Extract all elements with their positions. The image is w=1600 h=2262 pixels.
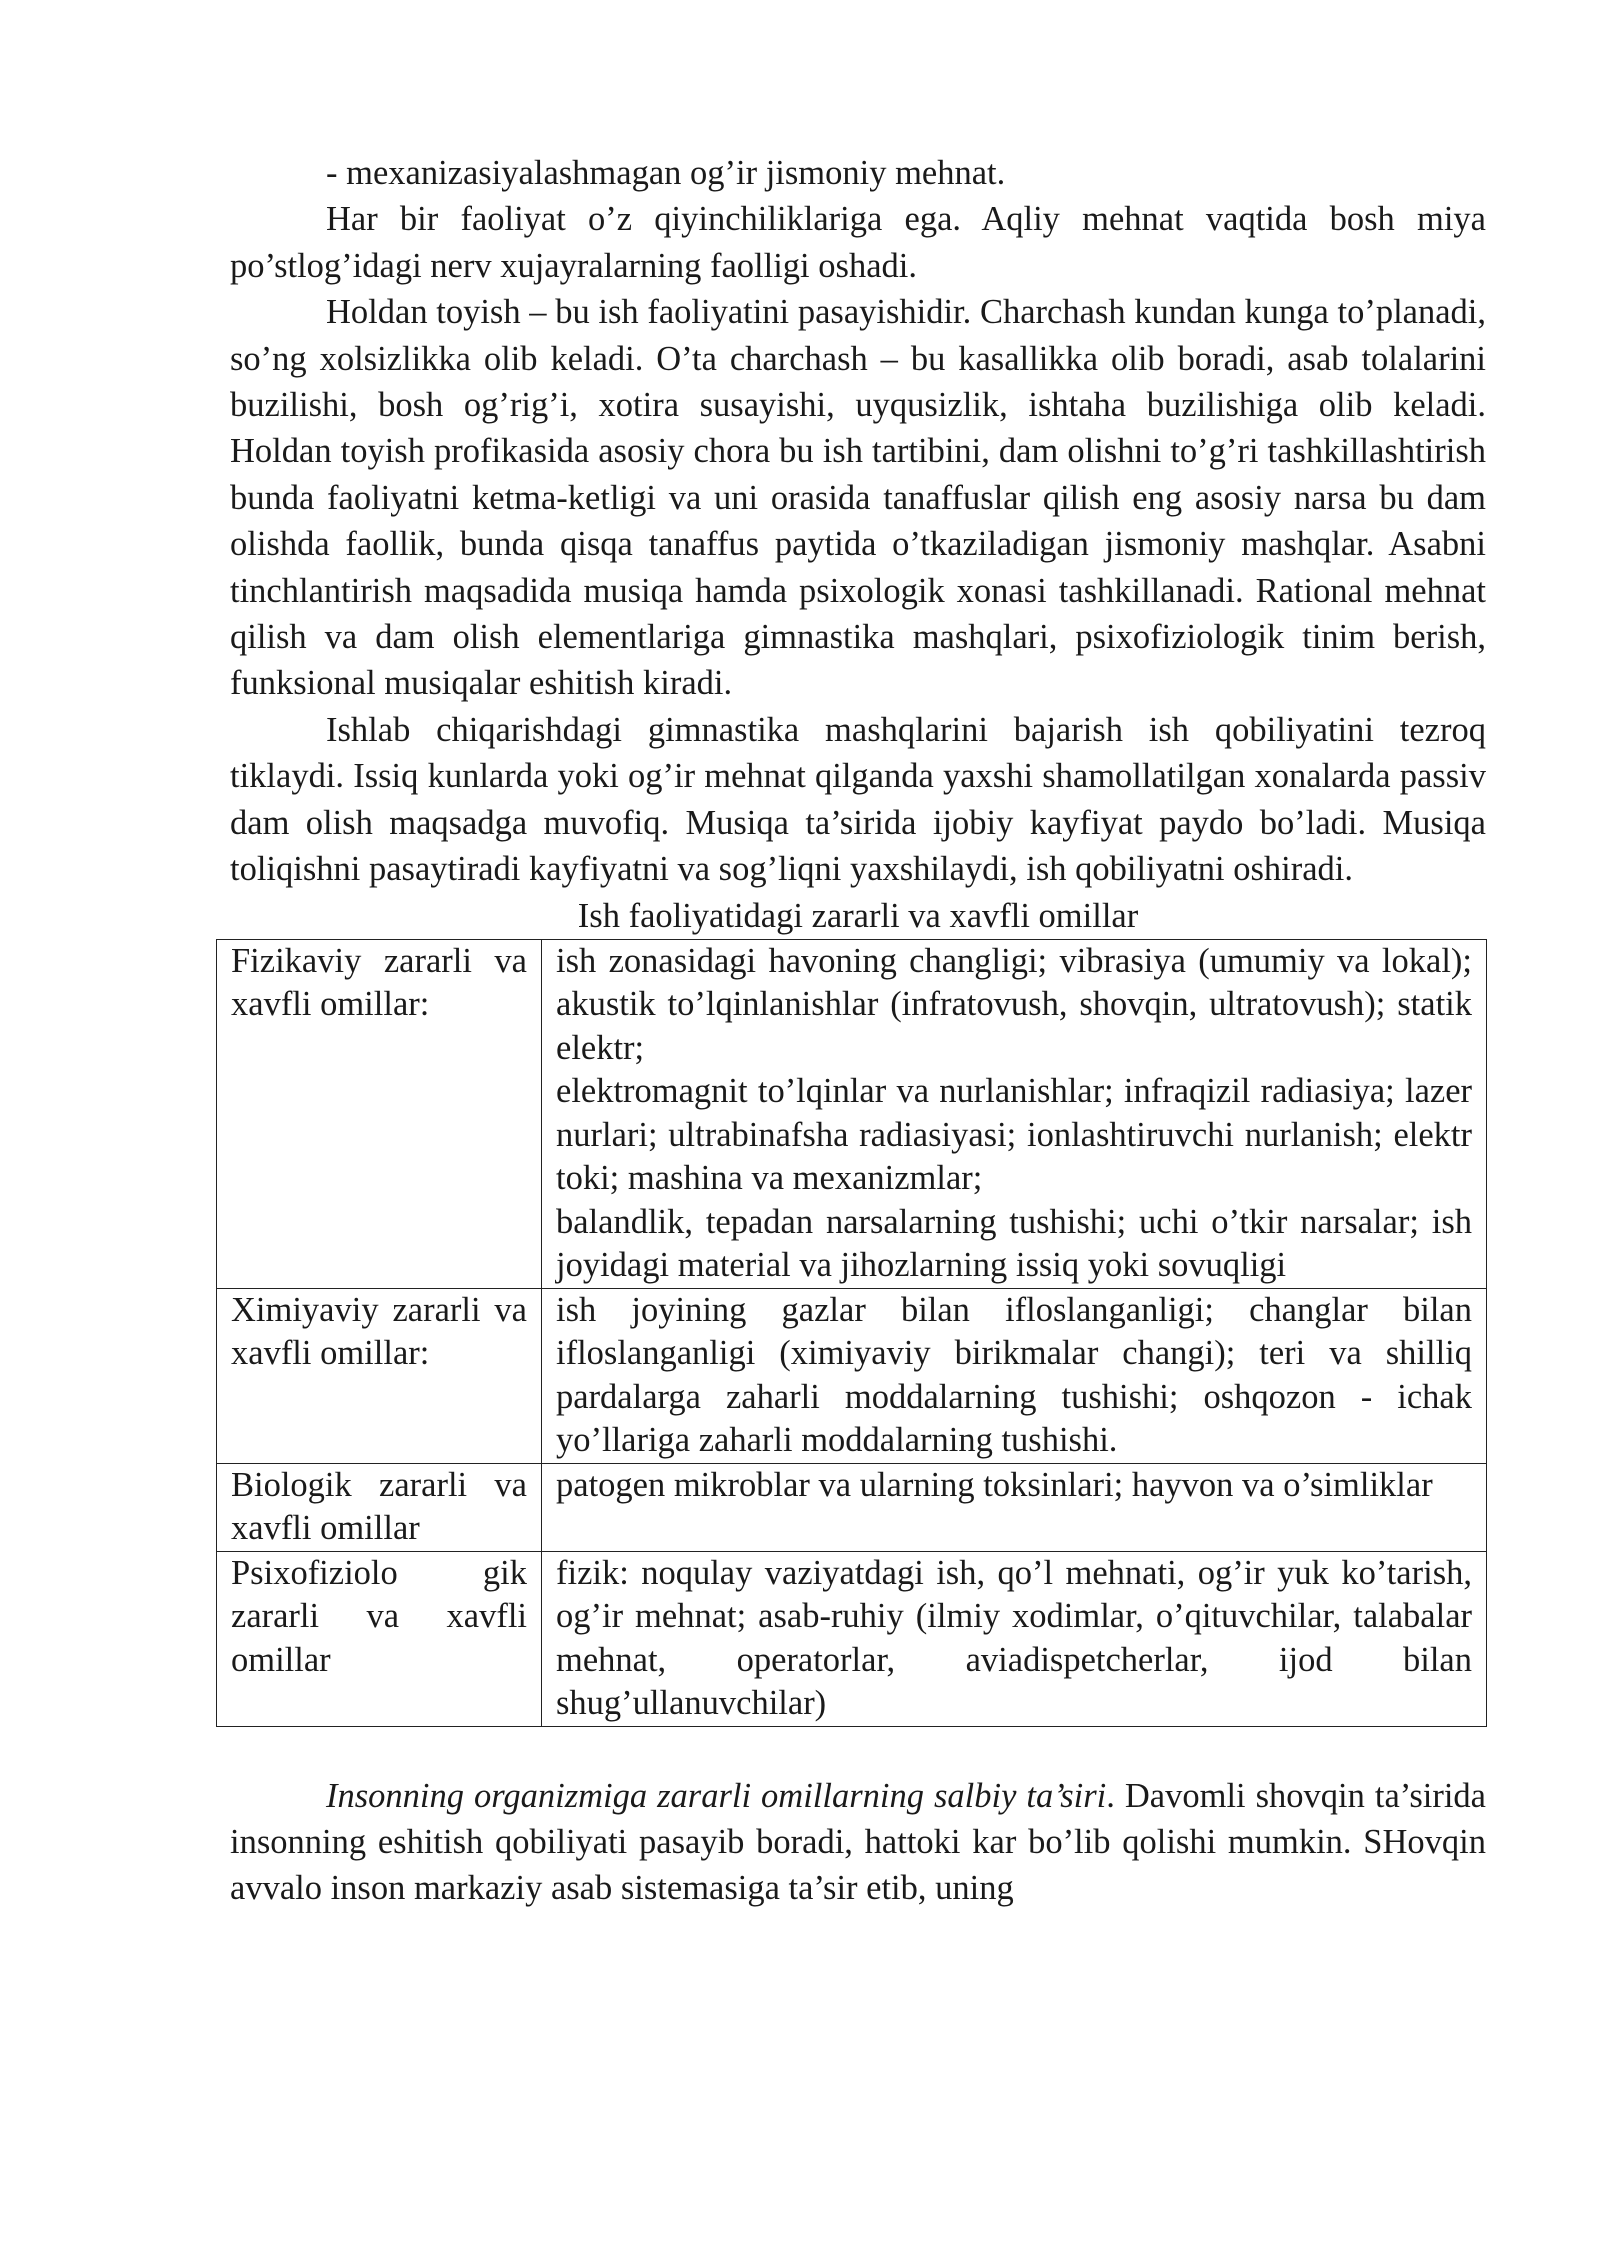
factors-table [216, 939, 1487, 1727]
category-cell: Fizikaviy zararli va xavfli omillar: [217, 939, 542, 1288]
table-caption: Ish faoliyatidagi zararli va xavfli omillar [577, 896, 1139, 935]
paragraph-fatigue: Holdan toyish – bu ish faoliyatini pasayishidir. Charchash kundan kunga to’planadi, so’ng xolsizlikka olib keladi. O’ta charchash – bu kasallikka olib boradi, asab tolalarini buzilishi, bosh og’rig’i, xotira susayishi, uyqusizlik, ishtaha buzilishiga olib keladi. Holdan toyish profikasida asosiy chora bu ish tartibini, dam olishni to’g’ri tashkillashtirish bunda faoliyatni ketma-ketligi va uni orasida tanaffuslar qilish eng asosiy narsa bu dam olishda faollik, bunda qisqa tanaffus paytida o’tkaziladigan jismoniy mashqlar. Asabni tinchlantirish maqsadida musiqa hamda psixologik xonasi tashkillanadi. Rational mehnat qilish va dam olish elementlariga gimnastika mashqlari, psixofiziologik tinim berish, funksional musiqalar eshitish kiradi. [230, 293, 1486, 703]
table-row [217, 939, 1487, 1288]
paragraph-harmful-effects [230, 1773, 1486, 1912]
factors-cell [542, 1463, 1487, 1551]
paragraph-intro-line: - mexanizasiyalashmagan og’ir jismoniy mehnat. [326, 154, 1006, 192]
factor-line: patogen mikroblar va ularning toksinlari; hayvon va o’simliklar [556, 1465, 1433, 1504]
factors-cell [542, 1551, 1487, 1726]
category-cell: Ximiyaviy zararli va xavfli omillar: [217, 1288, 542, 1463]
factor-line: balandlik, tepadan narsalarning tushishi; uchi o’tkir narsalar; ish joyidagi material va jihozlarning issiq yoki sovuqligi [556, 1202, 1472, 1284]
table-row [217, 1288, 1487, 1463]
category-cell: Biologik zararli va xavfli omillar [217, 1463, 542, 1551]
italic-lead: Insonning organizmiga zararli omillarning salbiy ta’siri [326, 1776, 1107, 1815]
closing-text: . Davomli shovqin ta’sirida insonning eshitish qobiliyati pasayib boradi, hattoki kar bo’lib qolishi mumkin. SHovqin avvalo inson markaziy asab sistemasiga ta’sir etib, uning [230, 1776, 1486, 1908]
paragraph-gymnastics: Ishlab chiqarishdagi gimnastika mashqlarini bajarish ish qobiliyatini tezroq tiklaydi. Issiq kunlarda yoki og’ir mehnat qilganda yaxshi shamollatilgan xonalarda passiv dam olish maqsadga muvofiq. Musiqa ta’sirida ijobiy kayfiyat paydo bo’ladi. Musiqa toliqishni pasaytiradi kayfiyatni va sog’liqni yaxshilaydi, ish qobiliyatni oshiradi. [230, 710, 1486, 889]
category-cell: Psixofiziolo gik zararli va xavfli omillar [217, 1551, 542, 1726]
factor-line: ish zonasidagi havoning changligi; vibrasiya (umumiy va lokal); akustik to’lqinlanishlar (infratovush, shovqin, ultratovush); statik elektr; [556, 941, 1472, 1067]
table-row [217, 1463, 1487, 1551]
document-page [230, 150, 1486, 1912]
factor-line: fizik: noqulay vaziyatdagi ish, qo’l mehnati, og’ir yuk ko’tarish, og’ir mehnat; asab-ruhiy (ilmiy xodimlar, o’qituvchilar, talabalar mehnat, operatorlar, aviadispetcherlar, ijod bilan shug’ullanuvchilar) [556, 1553, 1472, 1722]
factor-line: ish joyining gazlar bilan ifloslanganligi; changlar bilan ifloslanganligi (ximiyaviy birikmalar changi); teri va shilliq pardalarga zaharli moddalarning tushishi; oshqozon - ichak yo’llariga zaharli moddalarning tushishi. [556, 1290, 1472, 1459]
factor-line: elektromagnit to’lqinlar va nurlanishlar; infraqizil radiasiya; lazer nurlari; ultrabinafsha radiasiyasi; ionlashtiruvchi nurlanish; elektr toki; mashina va mexanizmlar; [556, 1072, 1472, 1197]
paragraph-mental-work: Har bir faoliyat o’z qiyinchiliklariga ega. Aqliy mehnat vaqtida bosh miya po’stlog’idagi nerv xujayralarning faolligi oshadi. [230, 200, 1486, 285]
factors-cell [542, 1288, 1487, 1463]
factors-cell [542, 939, 1487, 1288]
table-row [217, 1551, 1487, 1726]
